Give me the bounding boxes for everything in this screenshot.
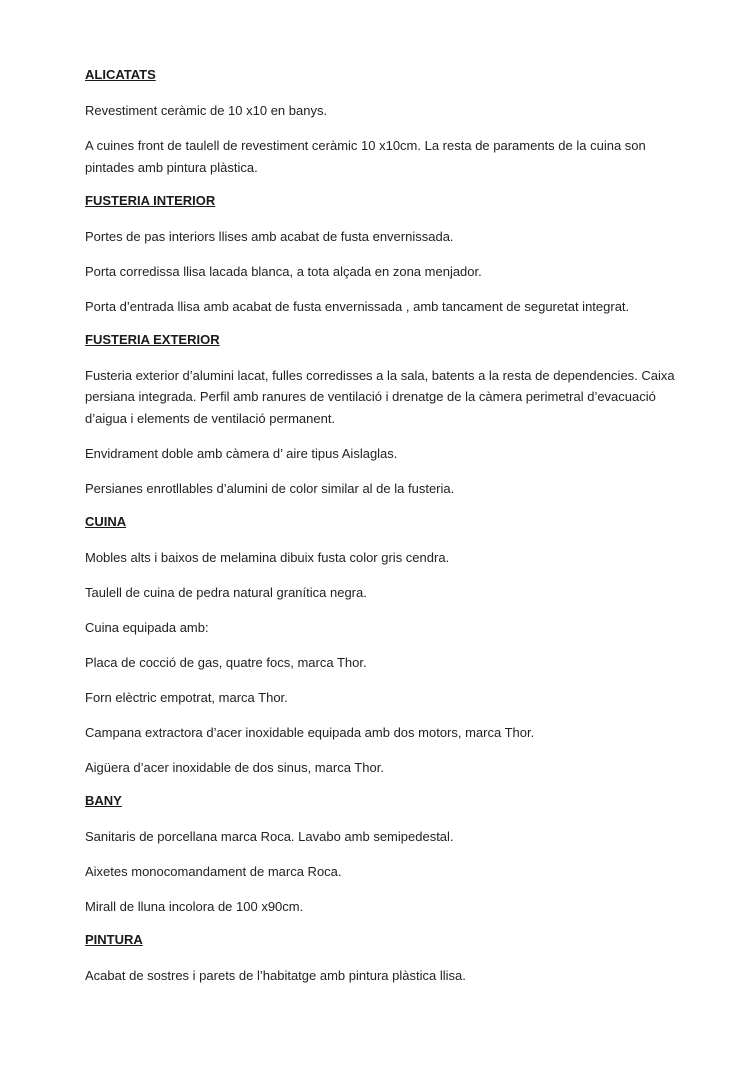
paragraph: Cuina equipada amb: xyxy=(85,619,209,635)
section-heading: ALICATATS xyxy=(85,67,156,82)
paragraph: Envidrament doble amb càmera d’ aire tipus Aislaglas. xyxy=(85,445,398,461)
section-fusteria-exterior xyxy=(85,331,685,500)
paragraph: Mobles alts i baixos de melamina dibuix fusta color gris cendra. xyxy=(85,549,450,565)
paragraph: Campana extractora d’acer inoxidable equipada amb dos motors, marca Thor. xyxy=(85,724,535,740)
section-heading: CUINA xyxy=(85,513,127,529)
section-pintura xyxy=(85,931,685,987)
paragraph: Mirall de lluna incolora de 100 x90cm. xyxy=(85,898,304,914)
paragraph: Porta corredissa llisa lacada blanca, a tota alçada en zona menjador. xyxy=(85,263,482,279)
paragraph: Placa de cocció de gas, quatre focs, marca Thor. xyxy=(85,654,367,670)
paragraph: Aixetes monocomandament de marca Roca. xyxy=(85,863,342,879)
paragraph: Taulell de cuina de pedra natural granítica negra. xyxy=(85,584,367,600)
section-cuina xyxy=(85,513,685,779)
paragraph: Revestiment ceràmic de 10 x10 en banys. xyxy=(85,103,328,118)
paragraph: Fusteria exterior d’alumini lacat, fulles corredisses a la sala, batents a la resta de dependencies. Caixa persiana integrada. Perfil amb ranures de ventilació i drenatge de la càmera perimetral d’evacuació d’aigua i elements de ventilació permanent. xyxy=(85,367,675,426)
section-bany xyxy=(85,792,685,918)
paragraph: Acabat de sostres i parets de l’habitatge amb pintura plàstica llisa. xyxy=(85,967,466,983)
section-heading: PINTURA xyxy=(85,931,143,947)
paragraph: Porta d’entrada llisa amb acabat de fusta envernissada , amb tancament de seguretat integrat. xyxy=(85,298,630,314)
section-heading: BANY xyxy=(85,792,122,808)
paragraph: Portes de pas interiors llises amb acabat de fusta envernissada. xyxy=(85,228,454,244)
section-alicatats xyxy=(85,66,685,178)
paragraph: Forn elèctric empotrat, marca Thor. xyxy=(85,689,288,705)
paragraph: Persianes enrotllables d’alumini de color similar al de la fusteria. xyxy=(85,480,455,496)
section-heading: FUSTERIA EXTERIOR xyxy=(85,331,220,347)
paragraph: Aigüera d’acer inoxidable de dos sinus, marca Thor. xyxy=(85,759,384,775)
paragraph: Sanitaris de porcellana marca Roca. Lavabo amb semipedestal. xyxy=(85,828,454,844)
section-fusteria-interior xyxy=(85,192,685,318)
document-page xyxy=(85,66,685,1000)
section-heading: FUSTERIA INTERIOR xyxy=(85,192,216,208)
paragraph: A cuines front de taulell de revestiment ceràmic 10 x10cm. La resta de paraments de la cuina son pintades amb pintura plàstica. xyxy=(85,138,646,175)
